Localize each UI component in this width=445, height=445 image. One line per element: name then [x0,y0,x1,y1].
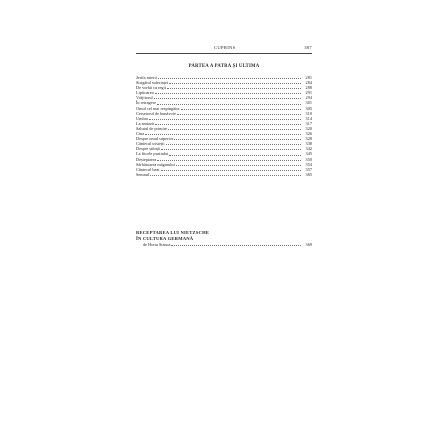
toc-entry-title: În retragere [136,100,156,106]
essay-entry [136,230,312,247]
toc-entry-title: Cântecul tristeții [136,141,165,147]
toc-entry-page: 328 [305,136,312,142]
toc-entry-title: Cântecul beat [136,166,160,172]
toc-entry-page: 354 [305,161,312,167]
toc-entry-title: Jertfa mierii [136,75,157,80]
toc-entry-title: Cina [136,131,145,137]
toc-entry-title: Despre știință [136,146,160,152]
dot-leader [150,171,301,176]
running-header [136,44,312,54]
toc-entry-title: Omul cel mai respingător [136,105,180,111]
essay-author-row [136,242,312,247]
toc-entry-title: Semnul [136,171,150,177]
toc-entry-page: 314 [305,115,312,121]
toc-list [136,75,312,177]
toc-entry [136,172,312,177]
toc-entry-page: 338 [305,141,312,147]
toc-entry-page: 350 [305,156,312,162]
toc-entry-title: Sărbătoarea măgarului [136,161,175,167]
toc-entry-page: 281 [305,75,312,80]
part-title: PARTEA A PATRA ȘI ULTIMA [188,64,260,69]
toc-entry-page: 357 [305,166,312,172]
toc-entry-page: 305 [305,105,312,111]
toc-entry-page: 310 [305,110,312,116]
toc-entry-page: 284 [305,80,312,86]
toc-entry-page: 294 [305,95,312,101]
toc-entry-title: Deșteptarea [136,156,157,162]
toc-entry-page: 317 [305,120,312,126]
dot-leader [171,241,301,246]
toc-entry-page: 320 [305,125,312,131]
essay-title-line-1: RECEPTAREA LUI NIETZSCHE [136,230,210,235]
toc-entry-title: Strigătul suferinței [136,80,169,86]
toc-entry-title: Umbra [136,115,148,121]
toc-entry-title: Vrăjitorul [136,95,153,101]
toc-entry-title: De vorbă cu regii [136,85,166,91]
toc-entry-title: Lipitoarea [136,90,154,96]
header-title: CUPRINS [214,45,236,50]
toc-entry-page: 365 [305,171,312,177]
toc-entry-page: 291 [305,90,312,96]
toc-entry-page: 326 [305,131,312,137]
header-page-number: 387 [304,45,312,50]
toc-entry-title: Salutul de primire [136,125,168,131]
toc-entry-page: 301 [305,100,312,106]
toc-entry-title: Despre omul superior [136,136,174,142]
toc-entry-title: Cerșetorul de bunăvoie [136,110,176,116]
toc-entry-title: La fiicele pustiului [136,151,169,157]
toc-entry-title: La amiază [136,120,154,126]
toc-entry-page: 342 [305,146,312,152]
toc-entry-page: 288 [305,85,312,91]
essay-author: de Horia Stanca [143,242,171,248]
essay-title-line-2: ÎN CULTURA GERMANĂ [136,235,194,241]
essay-page-number: 369 [305,242,312,248]
toc-entry-page: 345 [305,151,312,157]
